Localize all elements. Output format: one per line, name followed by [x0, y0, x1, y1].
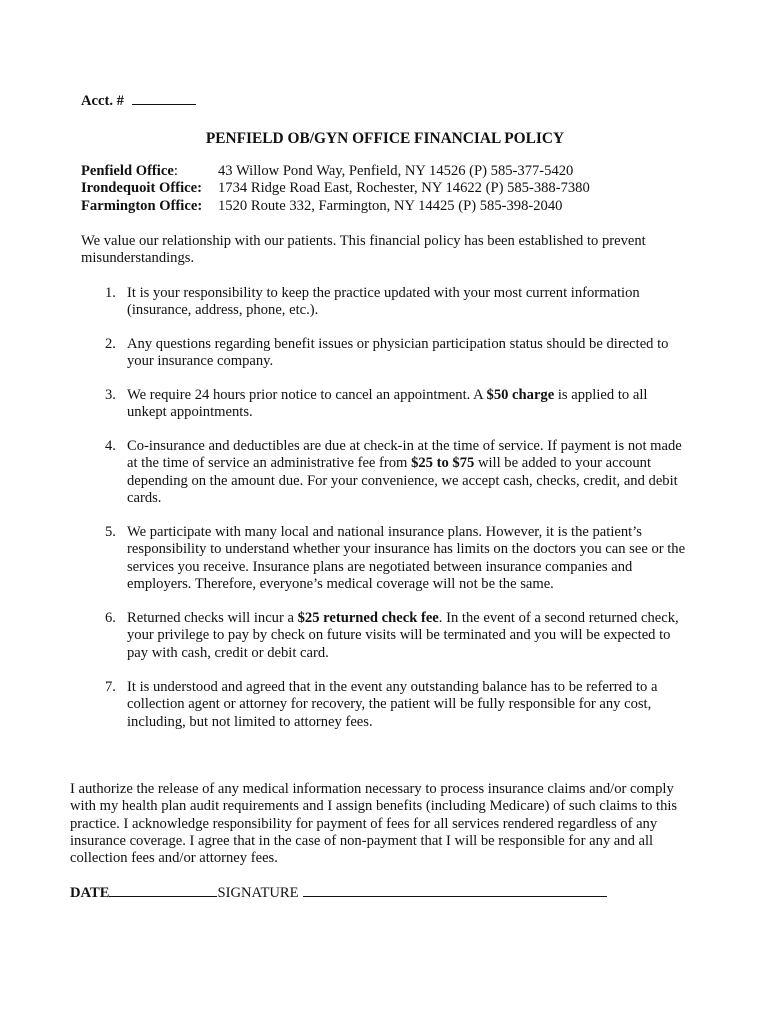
item-number: 2.	[105, 336, 116, 352]
office-address: 1734 Ridge Road East, Rochester, NY 14622 (P) 585-388-7380	[218, 180, 590, 197]
item-number: 4.	[105, 438, 116, 454]
policy-item-2	[81, 336, 701, 371]
signature-line	[70, 884, 607, 902]
policy-item-6	[81, 610, 701, 662]
item-text: It is your responsibility to keep the practice updated with your most current information (insurance, address, phone, etc.).	[127, 285, 640, 319]
item-text: We participate with many local and national insurance plans. However, it is the patient’s responsibility to understand whether your insurance has limits on the doctors you can see or the services you receive. Insurance plans are negotiated between insurance companies and employers. Therefore, everyone’s medical coverage will not be the same.	[127, 524, 686, 592]
policy-item-3	[81, 387, 701, 422]
office-name: Penfield Office:	[81, 163, 178, 179]
item-number: 7.	[105, 679, 116, 695]
item-text: Returned checks will incur a $25 returned check fee. In the event of a second returned check, your privilege to pay by check on future visits will be terminated and you will be expected to pay with cash, credit or debit card.	[127, 610, 679, 661]
office-list	[81, 163, 590, 215]
office-name: Irondequoit Office:	[81, 180, 202, 197]
date-label: DATE	[70, 885, 110, 901]
policy-item-4	[81, 438, 701, 507]
office-address: 43 Willow Pond Way, Penfield, NY 14526 (P) 585-377-5420	[218, 163, 574, 179]
intro-paragraph: We value our relationship with our patients. This financial policy has been established to prevent misunderstandings.	[81, 233, 646, 267]
item-text: Co-insurance and deductibles are due at check-in at the time of service. If payment is not made at the time of service an administrative fee from $25 to $75 will be added to your account depending on the amount due. For your convenience, we accept cash, checks, credit, and debit cards.	[127, 438, 682, 506]
page-title: PENFIELD OB/GYN OFFICE FINANCIAL POLICY	[205, 130, 565, 147]
account-number-field	[81, 92, 196, 110]
signature-label: SIGNATURE	[217, 885, 299, 901]
account-number-label: Acct. #	[81, 93, 124, 109]
policy-item-1	[81, 285, 701, 320]
item-number: 3.	[105, 387, 116, 403]
returned-check-fee: $25 returned check fee	[297, 610, 439, 626]
policy-item-5	[81, 524, 701, 593]
office-address: 1520 Route 332, Farmington, NY 14425 (P) 585-398-2040	[218, 197, 563, 214]
administrative-fee: $25 to $75	[411, 455, 475, 472]
cancellation-charge: $50 charge	[486, 387, 555, 403]
office-row-penfield	[81, 163, 590, 180]
authorization-paragraph: I authorize the release of any medical information necessary to process insurance claims and/or comply with my health plan audit requirements and I assign benefits (including Medicare) of such claims to this practice. I acknowledge responsibility for payment of fees for all services rendered regardless of any insurance coverage. I agree that in the case of non-payment that I will be responsible for any and all collection fees and/or attorney fees.	[70, 781, 678, 867]
account-number-blank[interactable]	[132, 92, 196, 105]
item-text: It is understood and agreed that in the event any outstanding balance has to be referred to a collection agent or attorney for recovery, the patient will be fully responsible for any cost, including, but not limited to attorney fees.	[127, 679, 658, 730]
policy-item-7	[81, 679, 701, 731]
item-number: 5.	[105, 524, 116, 540]
office-row-farmington	[81, 198, 590, 215]
signature-blank[interactable]	[303, 884, 607, 897]
office-row-irondequoit	[81, 180, 590, 197]
item-text: Any questions regarding benefit issues or physician participation status should be directed to your insurance company.	[127, 336, 669, 370]
item-number: 6.	[105, 610, 116, 626]
item-number: 1.	[105, 285, 116, 301]
office-name: Farmington Office:	[81, 197, 203, 214]
date-blank[interactable]	[109, 884, 217, 897]
item-text: We require 24 hours prior notice to cancel an appointment. A $50 charge is applied to all unkept appointments.	[127, 387, 648, 421]
